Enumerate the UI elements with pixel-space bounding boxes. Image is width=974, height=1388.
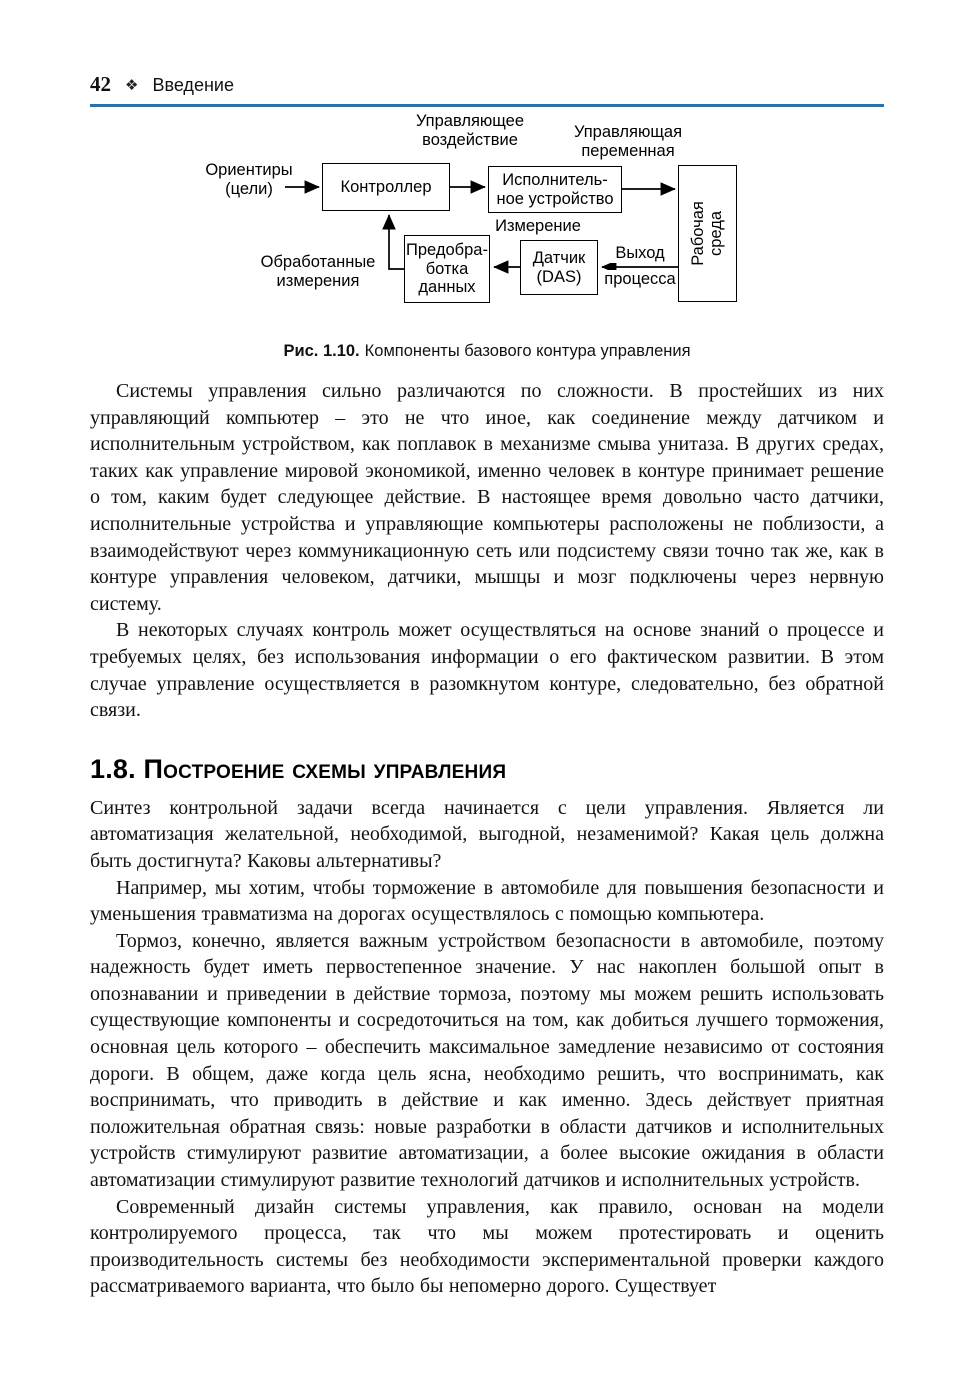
paragraph: Тормоз, конечно, является важным устройством безопасности в автомобиле, поэтому надежность будет иметь первостепенное значение. У нас накоплен большой опыт в опознавании и приведении в действие тормоза, поэтому мы можем решить использовать существующие компоненты и сосредоточиться на том, как добиться лучшего торможения, основная цель которого – обеспечить максимальное замедление независимо от состояния дороги. В общем, даже когда цель ясна, необходимо решить, что воспринимать, как воспринимать, что приводить в действие и как именно. Здесь действует приятная положительная обратная связь: новые разработки в области датчиков и исполнительных устройств стимулируют развитие автоматизации, а более высокие ожидания в области автоматизации стимулируют развитие технологий датчиков и исполнительных устройств. [90, 929, 884, 1192]
sensor-box: Датчик (DAS) [520, 240, 598, 295]
section-heading [90, 754, 884, 785]
body-text [90, 378, 884, 1300]
paragraph: В некоторых случаях контроль может осуществляться на основе знаний о процессе и требуемых целях, без использования информации о его фактическом развитии. В этом случае управление осуществляется в разомкнутом контуре, следовательно, без обратной связи. [90, 619, 884, 722]
figure [0, 107, 974, 361]
label-measurement: Измерение [495, 217, 581, 235]
figure-caption [0, 342, 974, 361]
section-number: 1.8. [90, 753, 136, 784]
control-loop-diagram [0, 107, 974, 332]
running-head-title: Введение [152, 75, 234, 95]
figure-caption-label: Рис. 1.10. [283, 342, 360, 360]
paragraph: Системы управления сильно различаются по сложности. В простейших из них управляющий компьютер – это не что иное, как соединение между датчиком и исполнительным устройством, как поплавок в механизме смыва унитаза. В других средах, таких как управление мировой экономикой, именно человек в контуре принимает решение о том, каким будет следующее действие. В настоящее время довольно часто датчики, исполнительные устройства и управляющие компьютеры расположены не поблизости, а взаимодействуют через коммуникационную сеть или подсистему связи точно так же, как в контуре управления человеком, датчики, мышцы и мозг подключены через нервную систему. [90, 380, 884, 615]
label-setpoints: Ориентиры (цели) [205, 161, 293, 198]
paragraph: Например, мы хотим, чтобы торможение в автомобиле для повышения безопасности и уменьшения травматизма на дорогах осуществлялось с помощью компьютера. [90, 876, 884, 926]
running-head [90, 72, 884, 107]
paragraph: Современный дизайн системы управления, как правило, основан на модели контролируемого процесса, так что мы можем протестировать и оценить производительность системы без необходимости экспериментальной проверки каждого рассматриваемого варианта, что было бы непомерно дорого. Существует [90, 1195, 884, 1298]
controller-box: Контроллер [322, 163, 450, 211]
label-processed-measurements: Обработанные измерения [260, 253, 376, 290]
environment-label: Рабочая среда [689, 201, 726, 266]
label-process-output-line2: процесса [598, 270, 682, 289]
diamond-separator-icon: ❖ [125, 76, 139, 94]
section-title: Построение схемы управления [143, 753, 507, 784]
label-process-output-line1: Выход [606, 244, 674, 263]
figure-caption-text: Компоненты базового контура управления [364, 342, 691, 360]
paragraph: Синтез контрольной задачи всегда начинается с цели управления. Является ли автоматизация желательной, необходимой, выгодной, незаменимой? Какая цель должна быть достигнута? Каковы альтернативы? [90, 796, 884, 872]
environment-box [678, 165, 737, 302]
label-control-variable: Управляющая переменная [573, 123, 683, 160]
actuator-box: Исполнитель- ное устройство [488, 166, 622, 213]
preprocessing-box: Предобра- ботка данных [404, 235, 490, 303]
label-control-action: Управляющее воздействие [415, 112, 525, 149]
page-number: 42 [90, 72, 111, 96]
